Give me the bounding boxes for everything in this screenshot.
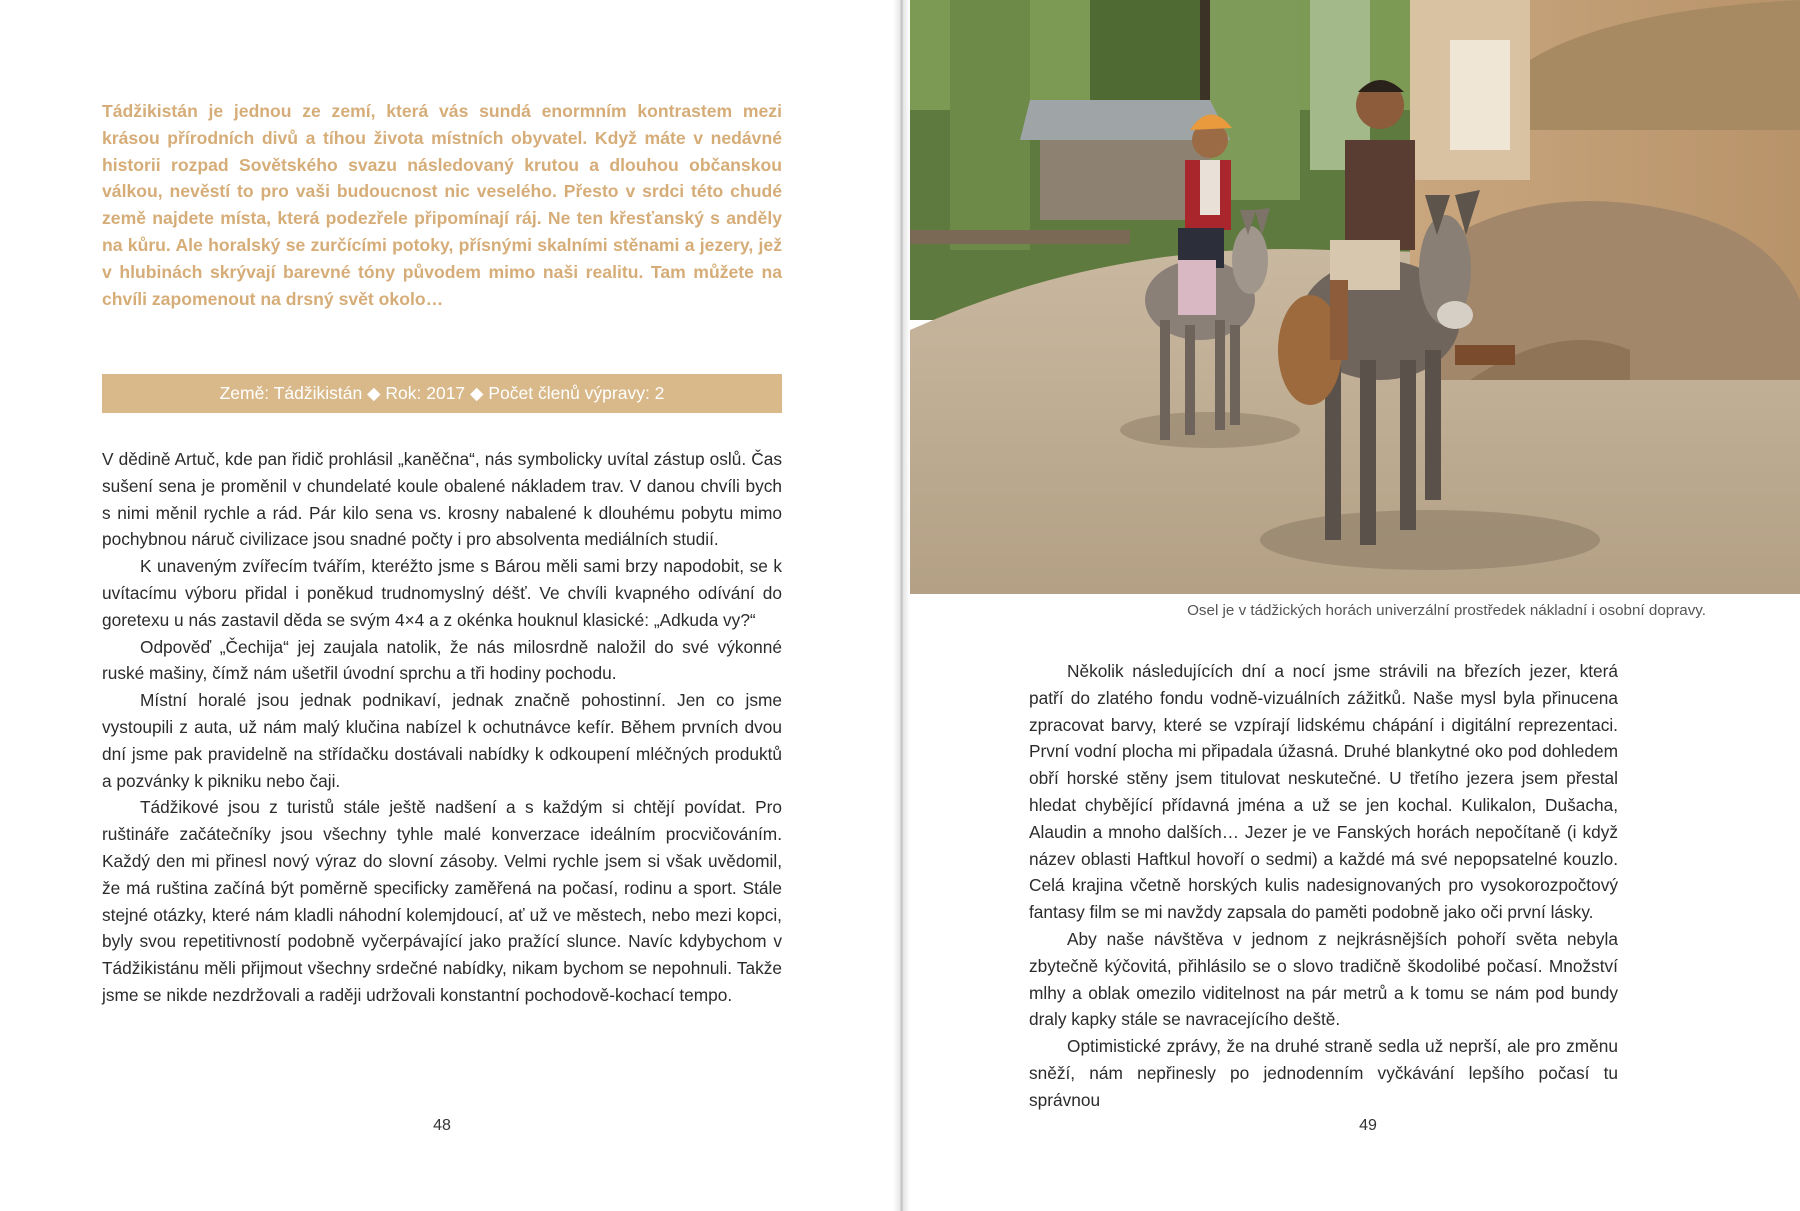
info-bar: Země: Tádžikistán ◆ Rok: 2017 ◆ Počet členů výpravy: 2 <box>102 374 782 413</box>
body-paragraph: Aby naše návštěva v jednom z nejkrásnějších pohoří světa nebyla zbytečně kýčovitá, přihlásilo se o slovo tradičně škodolibé počasí. Množství mlhy a oblak omezilo viditelnost na pár metrů a k tomu se nám pod bundy draly kapky stále se navracejícího deště. <box>1029 928 1618 1030</box>
photo-illustration <box>910 0 1800 594</box>
right-body-text <box>1029 658 1618 1114</box>
body-paragraph: Tádžikové jsou z turistů stále ještě nadšení a s každým si chtějí povídat. Pro ruštináře začátečníky jsou všechny tyhle malé konverzace ideálním procvičováním. Každý den mi přinesl nový výraz do slovní zásoby. Velmi rychle jsem si však uvědomil, že má ruština začíná být poměrně specificky zaměřená na počasí, rodinu a sport. Stále stejné otázky, které nám kladli náhodní kolemjdoucí, ať už ve městech, nebo mezi kopci, byly svou repetitivností podobně vyčerpávající jako pražící slunce. Navíc kdybychom v Tádžikistánu měli přijmout všechny srdečné nabídky, nikam bychom se nepohnuli. Takže jsme se nikde nezdržovali a raději udržovali konstantní pochodově-kochací tempo. <box>102 797 782 1005</box>
body-paragraph: Několik následujících dní a nocí jsme strávili na březích jezer, která patří do zlatého fondu vodně-vizuálních zážitků. Naše mysl byla přinucena zpracovat barvy, které se vzpírají lidskému chápání i digitální reprezentaci. První vodní plocha mi připadala úžasná. Druhé blankytné oko pod dohledem obří horské stěny jsem titulovat neskutečné. U třetího jezera jsem přestal hledat chybějící přídavná jména a už se jen kochal. Kulikalon, Dušacha, Alaudin a mnoho dalších… Jezer je ve Fanských horách nepočítaně (i když název oblasti Haftkul hovoří o sedmi) a každé má své nepopsatelné kouzlo. Celá krajina včetně horských kulis nadesignovaných pro vysokorozpočtový fantasy film se mi navždy zapsala do paměti podobně jako oči první lásky. <box>1029 661 1618 923</box>
body-paragraph: Optimistické zprávy, že na druhé straně sedla už neprší, ale pro změnu sněží, nám nepřinesly po jednodenním vyčkávání lepšího počasí tu správnou <box>1029 1036 1618 1110</box>
body-paragraph: V dědině Artuč, kde pan řidič prohlásil „kaněčna“, nás symbolicky uvítal zástup oslů. Čas sušení sena je proměnil v chundelaté koule obalené nákladem trav. V danou chvíli bych s nimi měnil rychle a rád. Pár kilo sena vs. krosny nabalené k dlouhému pobytu mimo pochybnou náruč civilizace jsou snadné počty i pro absolventa mediálních studií. <box>102 449 782 550</box>
body-paragraph: Místní horalé jsou jednak podnikaví, jednak značně pohostinní. Jen co jsme vystoupili z auta, už nám malý klučina nabízel k ochutnávce kefír. Během prvních dvou dní jsme pak pravidelně na střídačku dostávali nabídky k odkoupení mléčných produktů a pozvánky k pikniku nebo čaji. <box>102 690 782 791</box>
body-paragraph: Odpověď „Čechija“ jej zaujala natolik, že nás milosrdně naložil do své výkonné ruské mašiny, čímž nám ušetřil úvodní sprchu a tři hodiny pochodu. <box>102 636 782 684</box>
page-number: 48 <box>433 1117 451 1134</box>
intro-paragraph: Tádžikistán je jednou ze zemí, která vás sundá enormním kontrastem mezi krásou přírodních divů a tíhou života místních obyvatel. Když máte v nedávné historii rozpad Sovětského svazu následovaný krutou a dlouhou občanskou válkou, nevěstí to pro vaši budoucnost nic veselého. Přesto v srdci této chudé země najdete místa, která podezřele připomínají ráj. Ne ten křesťanský s anděly na kůru. Ale horalský se zurčícími potoky, přísnými skalními stěnami a jezery, jež v hlubinách skrývají barevné tóny původem mimo naši realitu. Tam můžete na chvíli zapomenout na drsný svět okolo… <box>102 101 782 309</box>
book-spine-gutter <box>893 0 910 1211</box>
left-body-text <box>102 446 782 1009</box>
page-number: 49 <box>1359 1117 1377 1134</box>
body-paragraph: K unaveným zvířecím tvářím, kteréžto jsme s Bárou měli sami brzy napodobit, se k uvítacímu výboru přidal i poněkud trudnomyslný déšť. Ve chvíli kvapného odívání do goretexu u nás zastavil děda se svým 4×4 a z okénka houknul klasické: „Adkuda vy?“ <box>102 556 782 630</box>
left-page <box>0 0 893 1211</box>
photo-boys-on-donkeys <box>910 0 1800 594</box>
photo-caption: Osel je v tádžických horách univerzální prostředek nákladní i osobní dopravy. <box>1187 602 1706 619</box>
right-page <box>910 0 1800 1211</box>
